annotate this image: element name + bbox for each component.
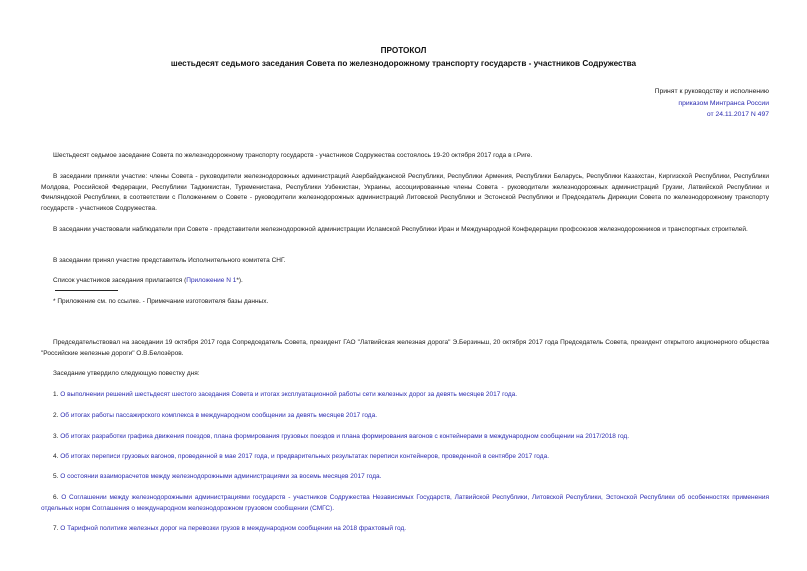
paragraph-cis-representative: В заседании принял участие представитель Исполнительного комитета СНГ. [53, 257, 286, 264]
document-title: ПРОТОКОЛ [380, 46, 427, 55]
document-subtitle: шестьдесят седьмого заседания Совета по железнодорожному транспорту государств - участников Содружества [170, 59, 637, 68]
agenda-item-number: 6. [53, 494, 59, 501]
paragraph-session-info: Шестьдесят седьмое заседание Совета по железнодорожному транспорту государств - участников Содружества состоялось 19-20 октября 2017 года в г.Риге. [53, 152, 533, 159]
agenda-item-link[interactable]: Об итогах разработки графика движения поездов, плана формирования грузовых поездов и плана формирования вагонов с контейнерами в международном сообщении на 2017/2018 год. [60, 433, 630, 440]
agenda-item[interactable] [41, 390, 769, 401]
agenda-item-link[interactable]: Об итогах переписи грузовых вагонов, проведенной в мае 2017 года, и предварительных результатах переписи контейнеров, проведенной в сентябре 2017 года. [60, 453, 549, 460]
agenda-item-number: 5. [53, 473, 59, 480]
participants-text: Список участников заседания прилагается ( [53, 277, 187, 284]
agenda-item-link[interactable]: О Соглашении между железнодорожными администрациями государств - участников Содружества Независимых Государств, Латвийской Республики, Литовской Республики, Эстонской Республики об особенностях применения отдельных норм Соглашения о международном железнодорожном грузовом сообщении (СМГС). [41, 494, 769, 512]
agenda-item[interactable] [41, 452, 769, 463]
participants-text-end: *). [236, 277, 243, 284]
paragraph-observers: В заседании участвовали наблюдатели при Совете - представители железнодорожной администрации Исламской Республики Иран и Международной Конфедерации профсоюзов железнодорожников и транспортных строителей. [53, 226, 748, 233]
paragraph-participants-list [41, 276, 769, 287]
appendix-link[interactable]: Приложение N 1 [186, 277, 237, 284]
agenda-item-number: 7. [53, 525, 59, 532]
acceptance-block [655, 86, 769, 121]
agenda-item[interactable] [41, 524, 769, 535]
agenda-item[interactable] [41, 411, 769, 422]
order-date-link[interactable]: от 24.11.2017 N 497 [706, 111, 769, 118]
order-link[interactable]: приказом Минтранса России [678, 99, 769, 107]
agenda-item-number: 2. [53, 412, 59, 419]
agenda-item-number: 1. [53, 391, 59, 398]
agenda-item[interactable] [41, 472, 769, 483]
agenda-item-link[interactable]: О Тарифной политике железных дорог на перевозки грузов в международном сообщении на 2018 фрахтовый год. [60, 525, 407, 532]
acceptance-line: Принят к руководству и исполнению [654, 88, 769, 95]
agenda-item-link[interactable]: О состоянии взаиморасчетов между железнодорожными администрациями за восемь месяцев 2017 года. [60, 473, 382, 480]
agenda-item[interactable] [41, 493, 769, 514]
agenda-item-link[interactable]: О выполнении решений шестьдесят шестого заседания Совета и итогах эксплуатационной работы сети железных дорог за девять месяцев 2017 года. [60, 391, 518, 398]
agenda-item-number: 3. [53, 433, 59, 440]
paragraph-participants: В заседании приняли участие: члены Совета - руководители железнодорожных администраций Азербайджанской Республики, Республики Армения, Республики Беларусь, Республики Казахстан, Киргизской Республики, Республики Молдова, Российской Федерации, Республики Таджикистан, Туркменистана, Республики Узбекистан, Украины, ассоциированные члены Совета - руководители железнодорожных администраций Грузии, Латвийской Республики и Финляндской Республики, в соответствии с Положением о Совете - руководители железнодорожных администраций Литовской Республики и Эстонской Республики и Председатель Дирекции Совета по железнодорожному транспорту государств - участников Содружества. [41, 173, 769, 212]
paragraph-agenda-intro: Заседание утвердило следующую повестку дня: [53, 370, 200, 377]
footnote: * Приложение см. по ссылке. - Примечание изготовителя базы данных. [53, 298, 269, 305]
agenda-item-number: 4. [53, 453, 59, 460]
paragraph-chairmanship: Председательствовал на заседании 19 октября 2017 года Сопредседатель Совета, президент ГАО "Латвийская железная дорога" Э.Берзиньш, 20 октября 2017 года Председатель Совета, президент открытого акционерного общества "Российские железные дороги" О.В.Белозёров. [41, 339, 769, 357]
agenda-item[interactable] [41, 432, 769, 443]
agenda-item-link[interactable]: Об итогах работы пассажирского комплекса в международном сообщении за девять месяцев 2017 года. [60, 412, 378, 419]
footnote-divider [55, 290, 118, 291]
